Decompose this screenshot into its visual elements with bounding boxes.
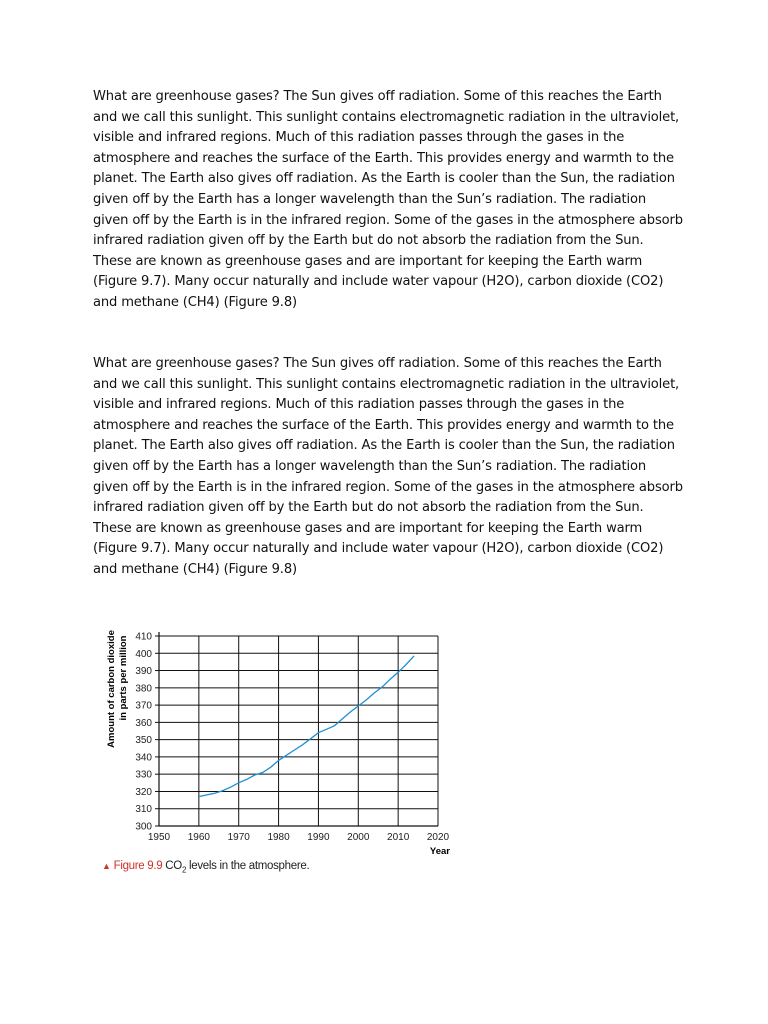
- figure-caption: [102, 860, 309, 874]
- y-tick-label: 350: [135, 735, 152, 747]
- y-tick-label: 380: [135, 683, 152, 695]
- y-tick-label: 370: [135, 700, 152, 712]
- y-tick-label: 300: [135, 821, 152, 833]
- y-tick-label: 400: [135, 648, 152, 660]
- paragraph-2: What are greenhouse gases? The Sun gives off radiation. Some of this reaches the Earth and we call this sunlight. This sunlight contains electromagnetic radiation in the ultraviolet, visible and infrared regions. Much of this radiation passes through the gases in the atmosphere and reaches the surface of the Earth. This provides energy and warmth to the planet. The Earth also gives off radiation. As the Earth is cooler than the Sun, the radiation given off by the Earth has a longer wavelength than the Sun’s radiation. The radiation given off by the Earth is in the infrared region. Some of the gases in the atmosphere absorb infrared radiation given off by the Earth but do not absorb the radiation from the Sun. These are known as greenhouse gases and are important for keeping the Earth warm (Figure 9.7). Many occur naturally and include water vapour (H2O), carbon dioxide (CO2) and methane (CH4) (Figure 9.8): [93, 356, 683, 577]
- x-tick-labels: [148, 832, 450, 843]
- x-tick-label: 1950: [147, 832, 171, 843]
- y-tick-label: 310: [135, 804, 152, 816]
- y-tick-label: 330: [135, 769, 152, 781]
- caption-figure-label: Figure 9.9: [113, 860, 163, 872]
- x-tick-label: 1980: [267, 832, 290, 843]
- co2-figure: [98, 626, 468, 881]
- x-tick-label: 2020: [426, 832, 450, 843]
- co2-series-line: [199, 656, 414, 797]
- x-tick-label: 1970: [227, 832, 250, 843]
- x-tick-label: 1990: [307, 832, 330, 843]
- x-tick-label: 2010: [387, 832, 410, 843]
- y-tick-label: 340: [135, 752, 152, 764]
- x-tick-label: 1960: [187, 832, 210, 843]
- x-tick-label: 2000: [347, 832, 370, 843]
- caption-arrow-icon: ▲: [102, 861, 111, 871]
- co2-chart: [98, 626, 468, 858]
- chart-axes: [155, 632, 438, 826]
- y-tick-label: 410: [135, 631, 152, 643]
- caption-text: levels in the atmosphere.: [186, 860, 310, 872]
- y-axis-label-line2: in parts per million: [118, 635, 129, 721]
- y-tick-label: 360: [135, 717, 152, 729]
- chart-grid: [159, 636, 438, 826]
- caption-co: CO: [165, 860, 182, 872]
- y-tick-labels: [135, 632, 152, 833]
- paragraph-1: What are greenhouse gases? The Sun gives off radiation. Some of this reaches the Earth and we call this sunlight. This sunlight contains electromagnetic radiation in the ultraviolet, visible and infrared regions. Much of this radiation passes through the gases in the atmosphere and reaches the surface of the Earth. This provides energy and warmth to the planet. The Earth also gives off radiation. As the Earth is cooler than the Sun, the radiation given off by the Earth has a longer wavelength than the Sun’s radiation. The radiation given off by the Earth is in the infrared region. Some of the gases in the atmosphere absorb infrared radiation given off by the Earth but do not absorb the radiation from the Sun. These are known as greenhouse gases and are important for keeping the Earth warm (Figure 9.7). Many occur naturally and include water vapour (H2O), carbon dioxide (CO2) and methane (CH4) (Figure 9.8): [93, 89, 683, 310]
- y-tick-label: 320: [135, 786, 152, 798]
- x-axis-label: Year: [429, 846, 450, 857]
- y-axis-label-line1: Amount of carbon dioxide: [106, 630, 117, 748]
- y-tick-label: 390: [135, 666, 152, 678]
- caption-subscript: 2: [181, 865, 187, 875]
